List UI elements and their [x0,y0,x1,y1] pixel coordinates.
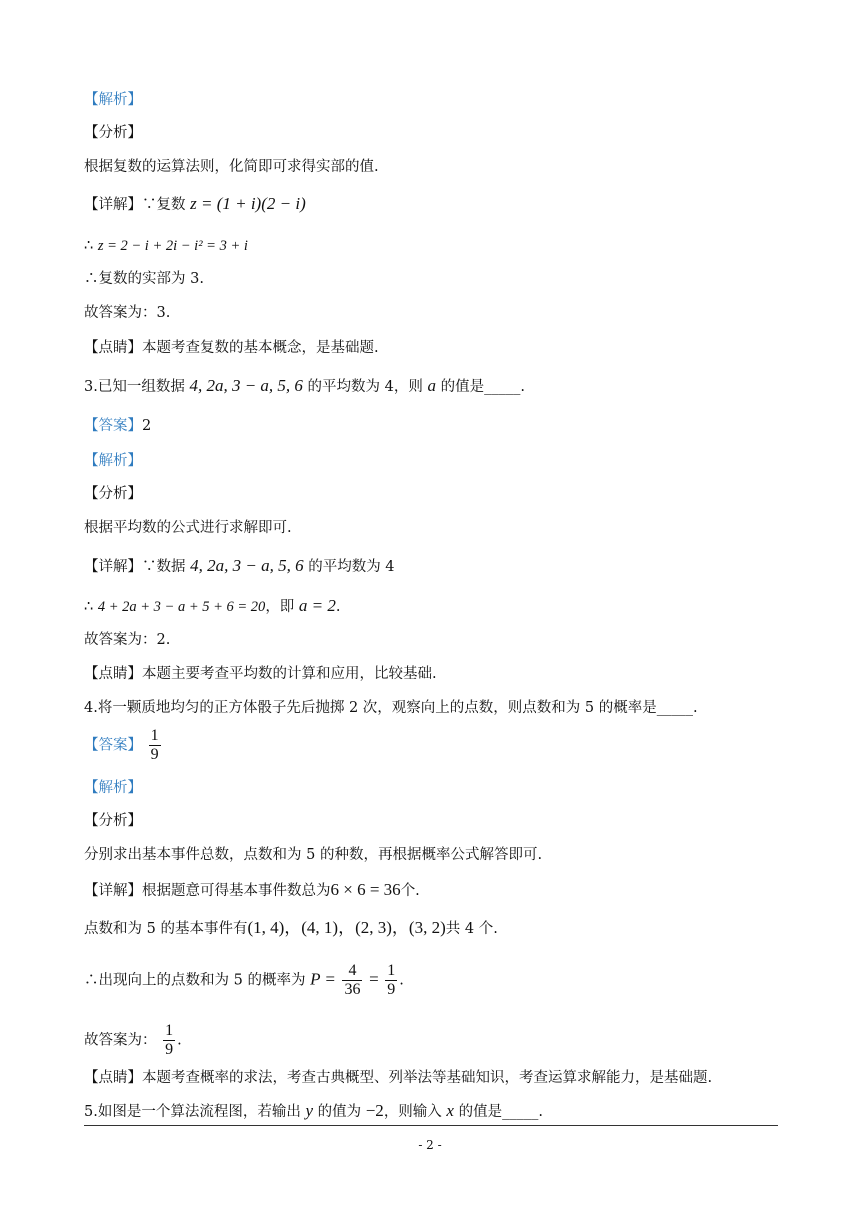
product-formula: 6 × 6 = 36 [330,880,401,899]
data-set-formula: 4, 2a, 3 − a, 5, 6 [189,376,303,395]
analysis-text: 根据平均数的公式进行求解即可. [84,520,292,536]
section-fenxi-label: 【分析】 [84,486,142,502]
data-set-formula: 4, 2a, 3 − a, 5, 6 [190,556,304,575]
fraction-4-36: $\frac{4}{36}$ [344,962,361,998]
answer-text: 故答案为：2. [84,632,171,648]
events-formula: (1, 4)，(4, 1)，(2, 3)，(3, 2) [247,918,446,937]
events-line: 点数和为 5 的基本事件有(1, 4)，(4, 1)，(2, 3)，(3, 2)共 4 个. [84,918,498,937]
therefore-symbol: ∴ [84,238,94,254]
section-jiexi-label: 【解析】 [84,780,142,796]
detail-line [84,194,306,215]
analysis-text: 根据复数的运算法则，化简即可求得实部的值. [84,159,379,175]
analysis-text: 分别求出基本事件总数，点数和为 5 的种数，再根据概率公式解答即可. [84,847,543,863]
sum-formula: 4 + 2a + 3 − a + 5 + 6 = 20 [97,599,266,615]
question-5: 5.如图是一个算法流程图，若输出 y 的值为 −2，则输入 x 的值是_____. [84,1101,543,1120]
question-3: 3.已知一组数据 4, 2a, 3 − a, 5, 6 的平均数为 4，则 a 的值是_____. [84,376,525,395]
answer-4: 【答案】 $\frac{1}{9}$ [84,727,159,763]
answer-3: 【答案】2 [84,418,152,434]
fraction-1-9: $\frac{1}{9}$ [387,962,396,998]
answer-text: 故答案为：3. [84,305,171,321]
derivation-line: ∴ 4 + 2a + 3 − a + 5 + 6 = 20，即 a = 2. [84,596,341,615]
section-fenxi-label: 【分析】 [84,125,142,141]
comment-text: 【点睛】本题考查概率的求法，考查古典概型、列举法等基础知识，考查运算求解能力，是基础题. [84,1070,713,1086]
footer-divider [84,1125,778,1126]
result-formula: a = 2 [298,596,336,615]
detail-line: 【详解】根据题意可得基本事件数总为6 × 6 = 36个. [84,880,420,899]
probability-line: ∴出现向上的点数和为 5 的概率为 P = $\frac{4}{36}$ = $\frac{1}{9}$ . [84,962,404,998]
section-fenxi-label: 【分析】 [84,813,142,829]
probability-symbol: P = [310,969,336,989]
formula-expansion: z = 2 − i + 2i − i² = 3 + i [97,238,248,254]
comment-text: 【点睛】本题考查复数的基本概念，是基础题. [84,340,379,356]
formula-z: z = (1 + i)(2 − i) [190,194,306,213]
conclusion-text: ∴复数的实部为 3. [84,271,204,287]
derivation-line [84,236,248,256]
answer-text: 故答案为： $\frac{1}{9}$ . [84,1022,182,1058]
section-jiexi-label: 【解析】 [84,453,142,469]
section-jiexi-label: 【解析】 [84,92,142,108]
detail-label: 【详解】∵复数 [84,197,186,213]
detail-line: 【详解】∵数据 4, 2a, 3 − a, 5, 6 的平均数为 4 [84,556,395,575]
fraction-answer: $\frac{1}{9}$ [150,727,159,763]
fraction-answer: $\frac{1}{9}$ [165,1022,174,1058]
question-4: 4.将一颗质地均匀的正方体骰子先后抛掷 2 次，观察向上的点数，则点数和为 5 的概率是_____. [84,700,698,716]
page-number: - 2 - [418,1138,442,1152]
comment-text: 【点睛】本题主要考查平均数的计算和应用，比较基础. [84,666,437,682]
